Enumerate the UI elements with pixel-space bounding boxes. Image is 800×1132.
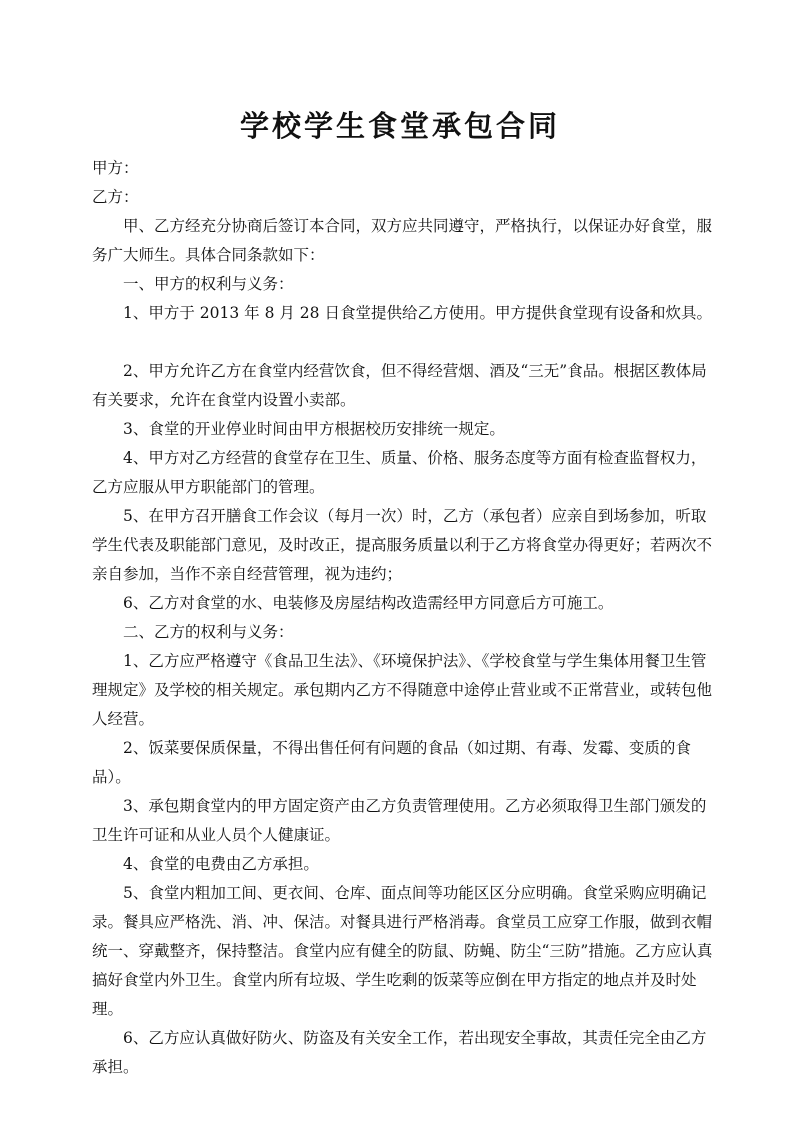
section-2-heading: 二、乙方的权利与义务：	[123, 623, 294, 641]
party-b-line: 乙方：	[92, 188, 139, 206]
section-2-item-1: 1、乙方应严格遵守《食品卫生法》、《环境保护法》、《学校食堂与学生集体用餐卫生管理规定》及学校的相关规定。承包期内乙方不得随意中途停止营业或不正常营业，或转包他人经营。	[92, 652, 713, 728]
section-2-item-3: 3、承包期食堂内的甲方固定资产由乙方负责管理使用。乙方必须取得卫生部门颁发的卫生许可证和从业人员个人健康证。	[92, 797, 707, 844]
section-1-item-1: 1、甲方于 2013 年 8 月 28 日食堂提供给乙方使用。甲方提供食堂现有设备和炊具。	[123, 304, 712, 322]
section-1-item-2: 2、甲方允许乙方在食堂内经营饮食，但不得经营烟、酒及“三无”食品。根据区教体局有关要求，允许在食堂内设置小卖部。	[92, 362, 707, 409]
intro-paragraph: 甲、乙方经充分协商后签订本合同，双方应共同遵守，严格执行，以保证办好食堂，服务广大师生。具体合同条款如下：	[92, 217, 713, 264]
section-2-item-6: 6、乙方应认真做好防火、防盗及有关安全工作，若出现安全事故，其责任完全由乙方承担。	[92, 1029, 707, 1076]
section-1-item-4: 4、甲方对乙方经营的食堂存在卫生、质量、价格、服务态度等方面有检查监督权力，乙方应服从甲方职能部门的管理。	[92, 449, 707, 496]
document-body	[92, 154, 714, 1082]
section-2-item-2: 2、饭菜要保质保量，不得出售任何有问题的食品（如过期、有毒、发霉、变质的食品）。	[92, 739, 691, 786]
party-a-line: 甲方：	[92, 159, 139, 177]
blank-line	[92, 328, 714, 357]
document-title: 学校学生食堂承包合同	[239, 109, 560, 143]
section-2-item-5: 5、食堂内粗加工间、更衣间、仓库、面点间等功能区区分应明确。食堂采购应明确记录。餐具应严格洗、消、冲、保洁。对餐具进行严格消毒。食堂员工应穿工作服，做到衣帽统一、穿戴整齐，保持整洁。食堂内应有健全的防鼠、防蝇、防尘“三防”措施。乙方应认真搞好食堂内外卫生。食堂内所有垃圾、学生吃剩的饭菜等应倒在甲方指定的地点并及时处理。	[92, 884, 713, 1018]
section-1-item-5: 5、在甲方召开膳食工作会议（每月一次）时，乙方（承包者）应亲自到场参加，听取学生代表及职能部门意见，及时改正，提高服务质量以利于乙方将食堂办得更好；若两次不亲自参加，当作不亲自经营管理，视为违约；	[92, 507, 713, 583]
section-1-item-3: 3、食堂的开业停业时间由甲方根据校历安排统一规定。	[123, 420, 505, 438]
section-2-item-4: 4、食堂的电费由乙方承担。	[123, 855, 319, 873]
section-1-item-6: 6、乙方对食堂的水、电装修及房屋结构改造需经甲方同意后方可施工。	[123, 594, 614, 612]
section-1-heading: 一、甲方的权利与义务：	[123, 275, 294, 293]
